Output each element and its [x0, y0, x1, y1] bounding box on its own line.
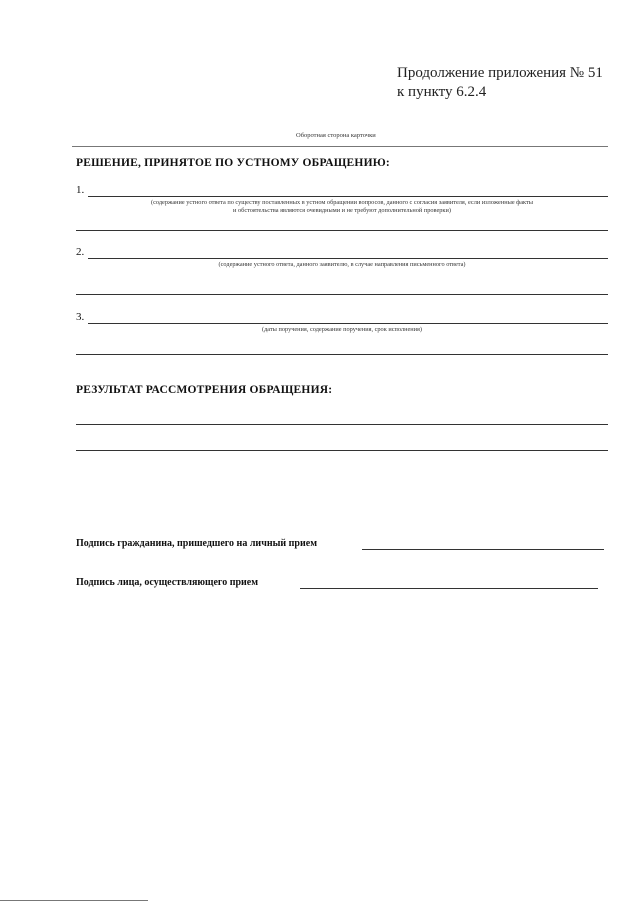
decision-item-1-extra-line[interactable] — [76, 230, 608, 231]
decision-item-2-extra-line[interactable] — [76, 294, 608, 295]
decision-item-3-hint-line1: (даты поручения, содержание поручения, срок исполнения) — [262, 326, 422, 333]
result-line-2[interactable] — [76, 450, 608, 451]
card-reverse-caption: Оборотная сторона карточки — [296, 132, 376, 139]
decision-section-title: РЕШЕНИЕ, ПРИНЯТОЕ ПО УСТНОМУ ОБРАЩЕНИЮ: — [76, 157, 390, 169]
caption-divider — [72, 146, 608, 147]
appendix-clause-line: к пункту 6.2.4 — [397, 84, 487, 100]
citizen-signature-line[interactable] — [362, 549, 604, 550]
decision-item-2-line[interactable] — [88, 258, 608, 259]
citizen-signature-label: Подпись гражданина, пришедшего на личный прием — [76, 538, 318, 549]
decision-item-2-hint-line1: (содержание устного ответа, данного заявителю, в случае направления письменного ответа) — [218, 261, 466, 268]
decision-item-3-number: 3. — [76, 311, 85, 323]
result-section-title: РЕЗУЛЬТАТ РАССМОТРЕНИЯ ОБРАЩЕНИЯ: — [76, 384, 333, 396]
decision-item-3-line[interactable] — [88, 323, 608, 324]
appendix-continuation-line: Продолжение приложения № 51 — [397, 65, 603, 81]
decision-item-3-extra-line[interactable] — [76, 354, 608, 355]
decision-item-3-hint — [76, 326, 608, 334]
decision-item-2-hint — [76, 261, 608, 269]
decision-item-1-line[interactable] — [88, 196, 608, 197]
decision-item-1-hint-line2: и обстоятельства являются очевидными и не требуют дополнительной проверки) — [233, 207, 451, 214]
official-signature-line[interactable] — [300, 588, 598, 589]
decision-item-1-hint — [76, 199, 608, 215]
decision-item-1-number: 1. — [76, 184, 85, 196]
decision-item-2-number: 2. — [76, 246, 85, 258]
official-signature-label: Подпись лица, осуществляющего прием — [76, 577, 259, 588]
decision-item-1-hint-line1: (содержание устного ответа по существу поставленных в устном обращении вопросов, данного с согласия заявителя, если изложенные факты — [150, 199, 534, 206]
bottom-edge-mark — [0, 900, 148, 901]
result-line-1[interactable] — [76, 424, 608, 425]
